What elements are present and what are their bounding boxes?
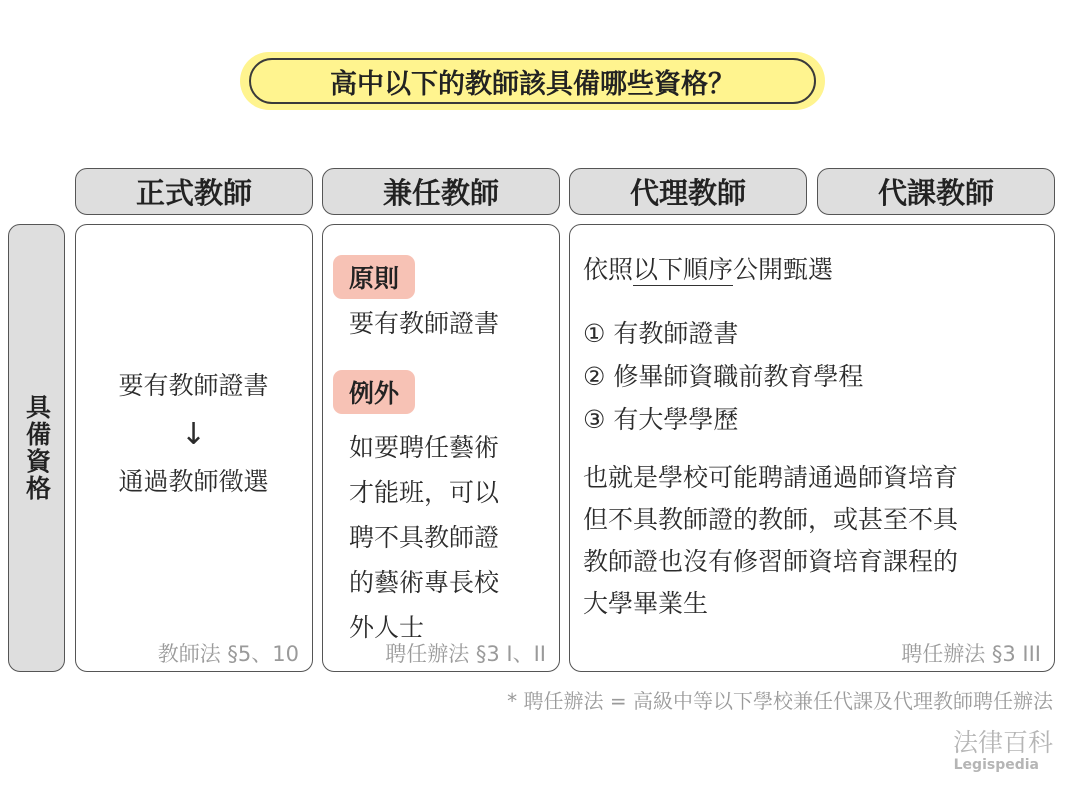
citation-formal: 教師法 §5、10 — [157, 642, 299, 666]
list-item: ② 修畢師資職前教育學程 — [583, 362, 864, 391]
explanation-line: 教師證也沒有修習師資培育課程的 — [583, 547, 959, 576]
exception-line: 聘不具教師證 — [349, 523, 500, 552]
arrow-down-icon: ↓ — [180, 417, 207, 452]
footnote: * 聘任辦法 = 高級中等以下學校兼任代課及代理教師聘任辦法 — [507, 689, 1053, 713]
principle-tag: 原則 — [333, 255, 415, 299]
explanation-paragraph — [583, 457, 958, 625]
list-item: ③ 有大學學歷 — [583, 405, 739, 434]
brand-logo-sub: Legispedia — [953, 757, 1039, 773]
exception-line: 才能班，可以 — [349, 478, 500, 507]
page-title: 高中以下的教師該具備哪些資格？ — [249, 58, 816, 104]
row-header-label: 具備資格 — [22, 394, 52, 502]
principle-text: 要有教師證書 — [349, 309, 500, 338]
selection-intro — [583, 255, 833, 285]
column-header-acting-teacher: 代理教師 — [569, 168, 807, 215]
formal-requirement-certificate: 要有教師證書 — [118, 371, 269, 400]
formal-requirement-selection: 通過教師徵選 — [118, 467, 269, 496]
exception-line: 外人士 — [349, 613, 425, 642]
exception-line: 的藝術專長校 — [349, 568, 500, 597]
selection-intro-underlined: 以下順序 — [633, 255, 734, 284]
explanation-line: 但不具教師證的教師，或甚至不具 — [583, 505, 959, 534]
list-item: ① 有教師證書 — [583, 319, 739, 348]
explanation-line: 大學畢業生 — [583, 589, 709, 618]
citation-acting-substitute: 聘任辦法 §3 III — [901, 642, 1041, 666]
exception-tag: 例外 — [333, 370, 415, 414]
row-header-qualifications — [8, 224, 65, 672]
cell-acting-and-substitute-teacher — [569, 224, 1055, 672]
brand-logo-name: 法律百科 — [952, 728, 1053, 757]
selection-order-list — [583, 312, 863, 441]
cell-part-time-teacher — [322, 224, 560, 672]
column-header-formal-teacher: 正式教師 — [75, 168, 313, 215]
exception-text — [349, 425, 499, 650]
column-header-substitute-teacher: 代課教師 — [817, 168, 1055, 215]
exception-line: 如要聘任藝術 — [349, 433, 500, 462]
cell-formal-teacher — [75, 224, 313, 672]
explanation-line: 也就是學校可能聘請通過師資培育 — [583, 463, 959, 492]
selection-intro-prefix: 依照 — [583, 255, 634, 284]
selection-intro-suffix: 公開甄選 — [733, 255, 834, 284]
column-header-part-time-teacher: 兼任教師 — [322, 168, 560, 215]
citation-part-time: 聘任辦法 §3 I、II — [385, 642, 546, 666]
